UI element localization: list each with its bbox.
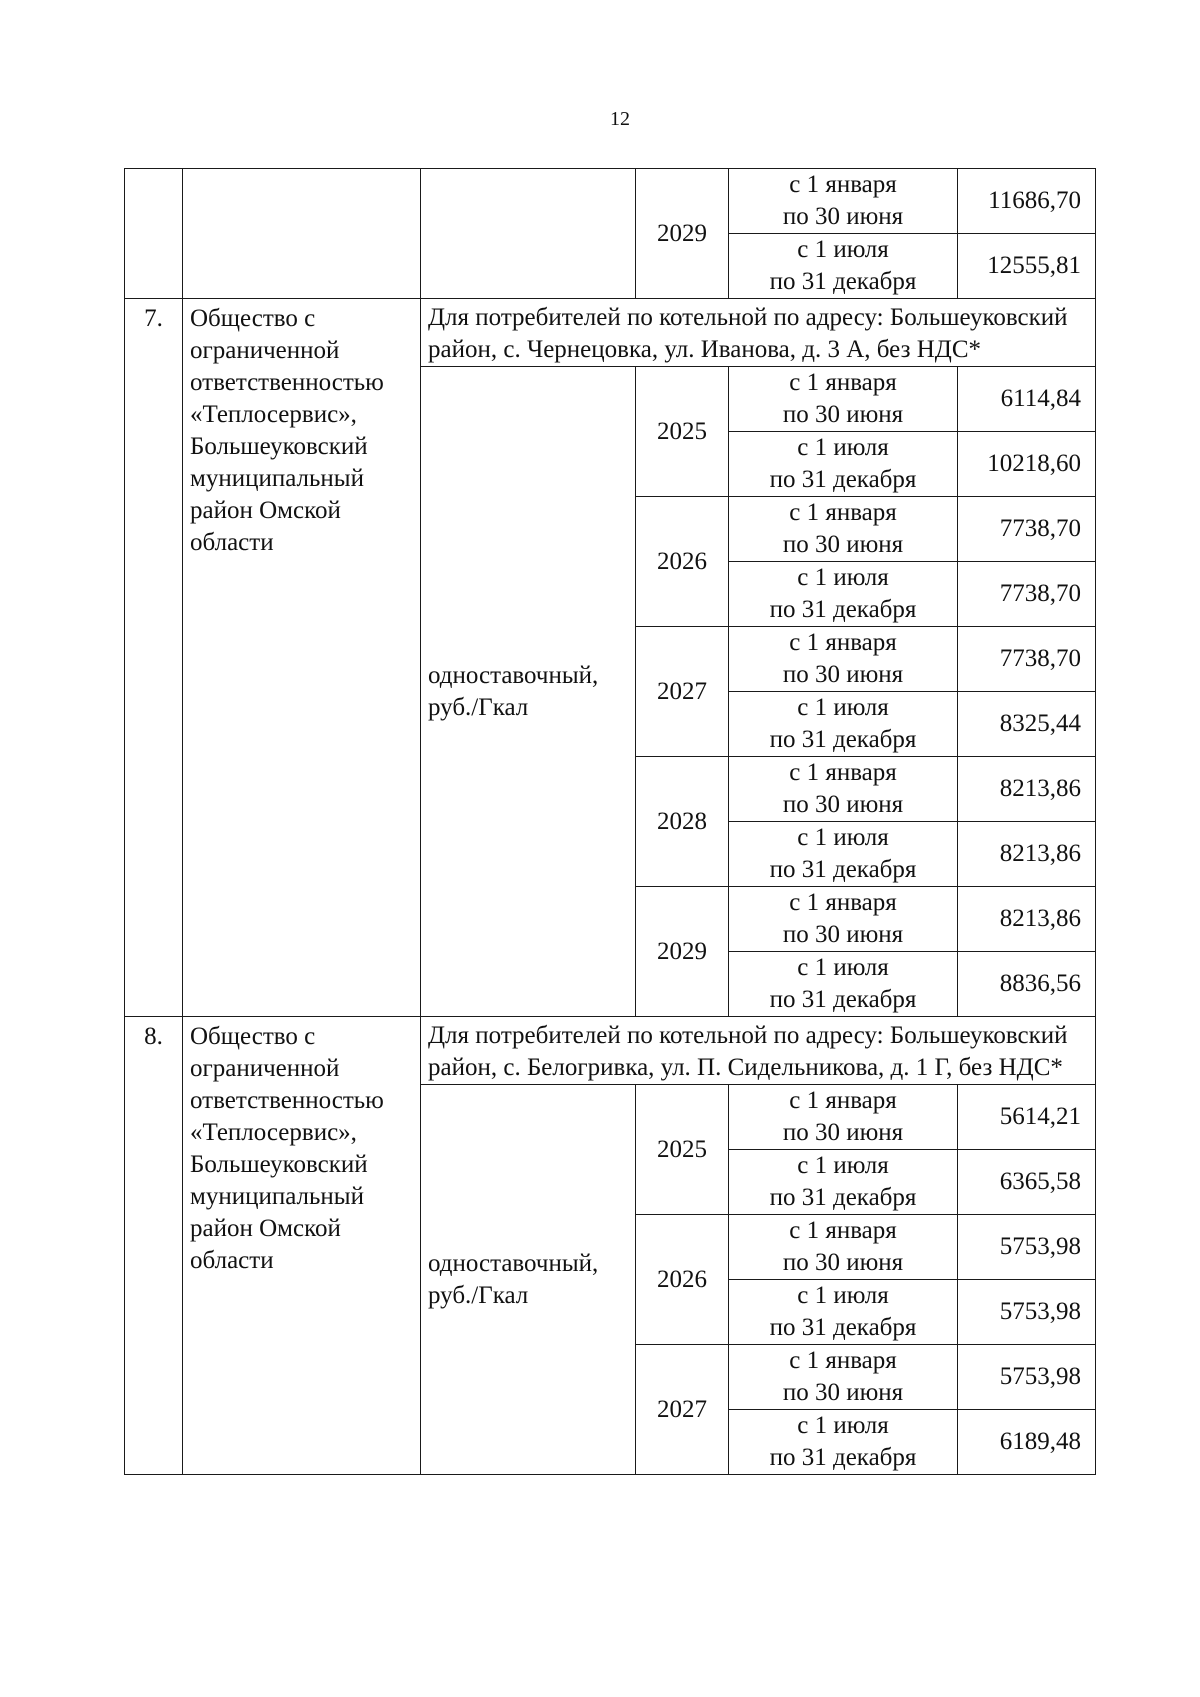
year-cell: 2028 bbox=[636, 757, 729, 887]
period-start: с 1 июля bbox=[797, 694, 889, 721]
period-end: по 31 декабря bbox=[769, 986, 917, 1013]
period-cell bbox=[729, 1150, 958, 1215]
year-cell: 2027 bbox=[636, 627, 729, 757]
price-cell: 11686,70 bbox=[958, 169, 1096, 234]
period-end: по 30 июня bbox=[782, 791, 904, 818]
year-cell: 2025 bbox=[636, 1085, 729, 1215]
period-cell bbox=[729, 692, 958, 757]
period-start: с 1 января bbox=[789, 1087, 897, 1114]
tariff-table bbox=[124, 168, 1096, 1475]
period-end: по 31 декабря bbox=[769, 268, 917, 295]
period-start: с 1 января bbox=[789, 759, 897, 786]
tariff-type: одноставочный, руб./Гкал bbox=[421, 1085, 636, 1475]
period-start: с 1 января bbox=[789, 1217, 897, 1244]
price-cell: 10218,60 bbox=[958, 432, 1096, 497]
period-cell bbox=[729, 1280, 958, 1345]
period-cell bbox=[729, 367, 958, 432]
price-cell: 8213,86 bbox=[958, 757, 1096, 822]
entry-number-cell bbox=[125, 169, 183, 299]
tariff-type: одноставочный, руб./Гкал bbox=[421, 367, 636, 1017]
period-cell bbox=[729, 169, 958, 234]
price-cell: 5753,98 bbox=[958, 1280, 1096, 1345]
period-cell bbox=[729, 1345, 958, 1410]
period-start: с 1 января bbox=[789, 629, 897, 656]
price-cell: 7738,70 bbox=[958, 627, 1096, 692]
page-number: 12 bbox=[610, 108, 630, 130]
table-row bbox=[125, 169, 1096, 234]
price-cell: 7738,70 bbox=[958, 562, 1096, 627]
period-end: по 31 декабря bbox=[769, 856, 917, 883]
period-cell bbox=[729, 1215, 958, 1280]
year-cell: 2029 bbox=[636, 887, 729, 1017]
period-start: с 1 июля bbox=[797, 1282, 889, 1309]
period-end: по 31 декабря bbox=[769, 726, 917, 753]
table-row bbox=[125, 1017, 1096, 1085]
period-start: с 1 января bbox=[789, 1347, 897, 1374]
table-row bbox=[125, 299, 1096, 367]
price-cell: 8325,44 bbox=[958, 692, 1096, 757]
period-end: по 31 декабря bbox=[769, 1184, 917, 1211]
price-cell: 12555,81 bbox=[958, 234, 1096, 299]
price-cell: 8213,86 bbox=[958, 822, 1096, 887]
period-cell bbox=[729, 887, 958, 952]
period-cell bbox=[729, 234, 958, 299]
period-start: с 1 января bbox=[789, 171, 897, 198]
period-end: по 30 июня bbox=[782, 1119, 904, 1146]
year-cell: 2029 bbox=[636, 169, 729, 299]
period-end: по 31 декабря bbox=[769, 596, 917, 623]
period-start: с 1 января bbox=[789, 499, 897, 526]
period-end: по 31 декабря bbox=[769, 466, 917, 493]
period-cell bbox=[729, 497, 958, 562]
year-cell: 2025 bbox=[636, 367, 729, 497]
period-start: с 1 июля bbox=[797, 564, 889, 591]
organization-name: Общество с ограниченной ответственностью «Теплосервис», Большеуковский муниципальный район Омской области bbox=[183, 299, 421, 1017]
entry-number: 8. bbox=[125, 1017, 183, 1475]
price-cell: 6365,58 bbox=[958, 1150, 1096, 1215]
tariff-type-cell bbox=[421, 169, 636, 299]
year-cell: 2026 bbox=[636, 497, 729, 627]
price-cell: 5753,98 bbox=[958, 1345, 1096, 1410]
boiler-address-notice: Для потребителей по котельной по адресу: Большеуковский район, с. Белогривка, ул. П. Сидельникова, д. 1 Г, без НДС* bbox=[421, 1017, 1096, 1085]
period-start: с 1 января bbox=[789, 369, 897, 396]
price-cell: 5753,98 bbox=[958, 1215, 1096, 1280]
period-cell bbox=[729, 627, 958, 692]
period-start: с 1 июля bbox=[797, 1152, 889, 1179]
organization-name: Общество с ограниченной ответственностью «Теплосервис», Большеуковский муниципальный район Омской области bbox=[183, 1017, 421, 1475]
period-end: по 30 июня bbox=[782, 401, 904, 428]
period-end: по 30 июня bbox=[782, 921, 904, 948]
org-cell bbox=[183, 169, 421, 299]
period-end: по 30 июня bbox=[782, 661, 904, 688]
entry-number: 7. bbox=[125, 299, 183, 1017]
year-cell: 2026 bbox=[636, 1215, 729, 1345]
price-cell: 6189,48 bbox=[958, 1410, 1096, 1475]
price-cell: 7738,70 bbox=[958, 497, 1096, 562]
price-cell: 8836,56 bbox=[958, 952, 1096, 1017]
period-start: с 1 июля bbox=[797, 824, 889, 851]
period-cell bbox=[729, 952, 958, 1017]
price-cell: 6114,84 bbox=[958, 367, 1096, 432]
period-end: по 30 июня bbox=[782, 531, 904, 558]
period-end: по 30 июня bbox=[782, 203, 904, 230]
period-start: с 1 января bbox=[789, 889, 897, 916]
period-end: по 31 декабря bbox=[769, 1444, 917, 1471]
period-end: по 31 декабря bbox=[769, 1314, 917, 1341]
price-cell: 8213,86 bbox=[958, 887, 1096, 952]
period-cell bbox=[729, 757, 958, 822]
period-end: по 30 июня bbox=[782, 1379, 904, 1406]
period-start: с 1 июля bbox=[797, 954, 889, 981]
period-end: по 30 июня bbox=[782, 1249, 904, 1276]
period-start: с 1 июля bbox=[797, 236, 889, 263]
period-start: с 1 июля bbox=[797, 434, 889, 461]
period-cell bbox=[729, 562, 958, 627]
price-cell: 5614,21 bbox=[958, 1085, 1096, 1150]
period-cell bbox=[729, 822, 958, 887]
boiler-address-notice: Для потребителей по котельной по адресу: Большеуковский район, с. Чернецовка, ул. Иванова, д. 3 А, без НДС* bbox=[421, 299, 1096, 367]
year-cell: 2027 bbox=[636, 1345, 729, 1475]
period-cell bbox=[729, 1410, 958, 1475]
period-start: с 1 июля bbox=[797, 1412, 889, 1439]
period-cell bbox=[729, 1085, 958, 1150]
period-cell bbox=[729, 432, 958, 497]
